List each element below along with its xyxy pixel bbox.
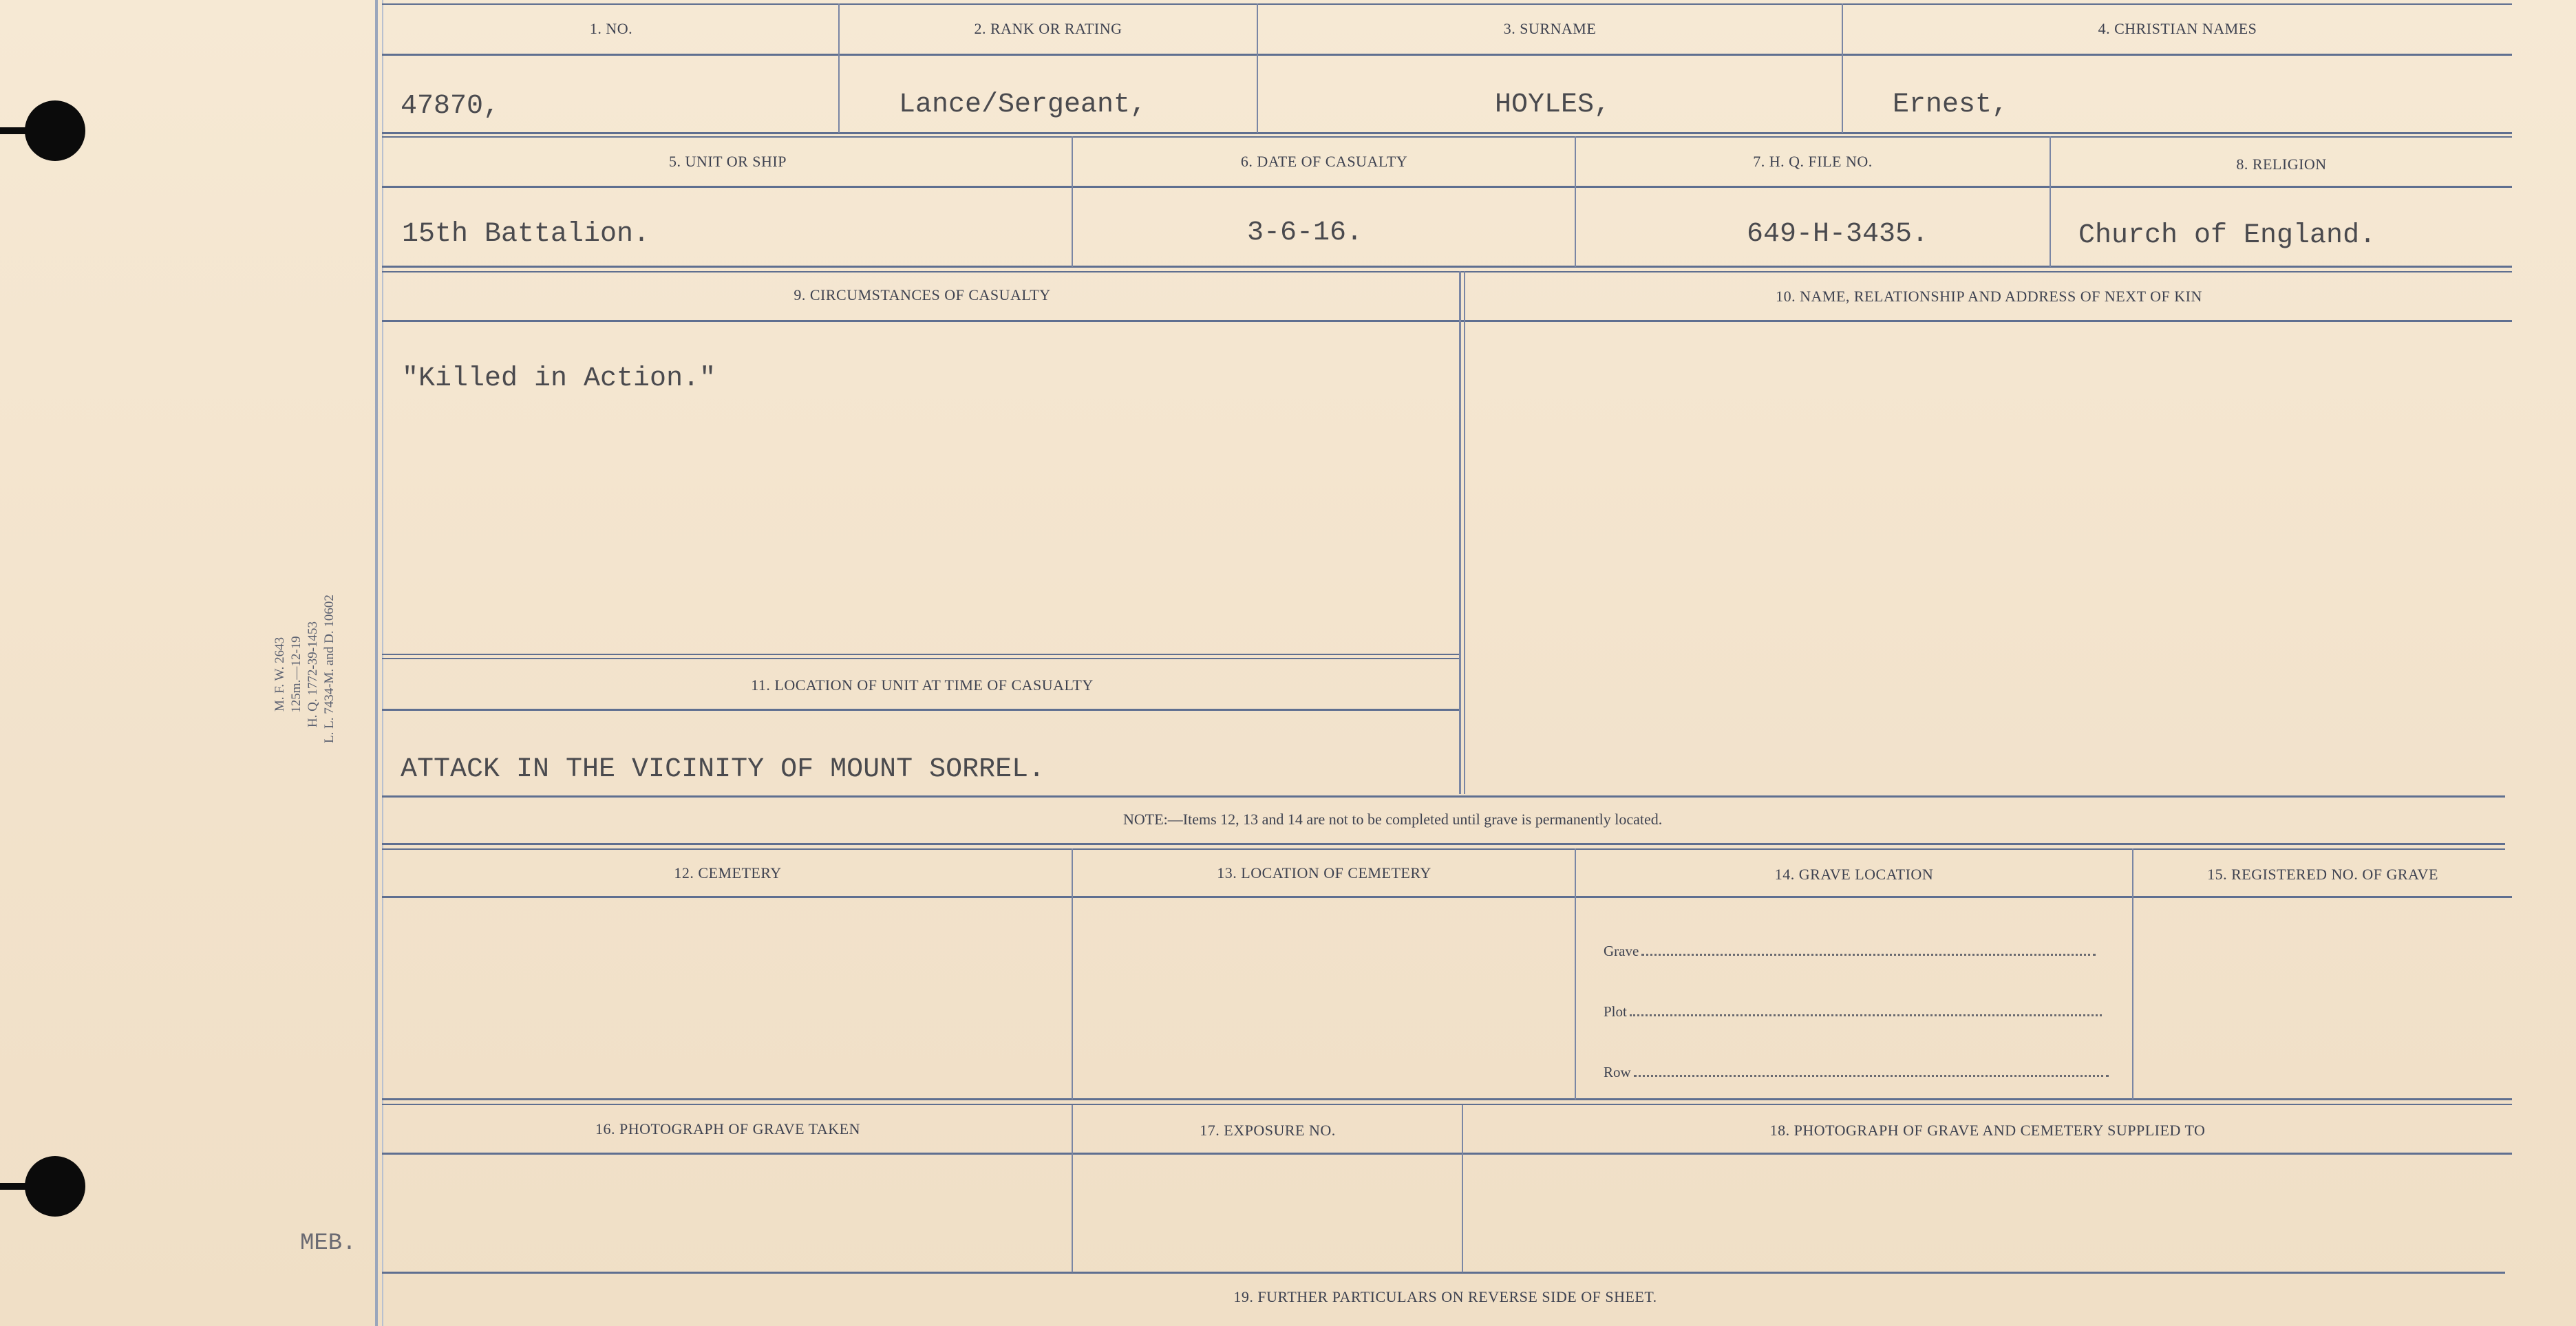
- field-value-hq-file-no: 649-H-3435.: [1747, 219, 1929, 250]
- field-label-exposure-no: 17. EXPOSURE NO.: [1200, 1122, 1336, 1139]
- field-label-further-particulars: 19. FURTHER PARTICULARS ON REVERSE SIDE OF SHEET.: [1233, 1288, 1657, 1305]
- field-label-religion: 8. RELIGION: [2236, 156, 2327, 173]
- field-label-cemetery: 12. CEMETERY: [674, 864, 782, 881]
- field-value-christian-names: Ernest,: [1893, 89, 2009, 120]
- form-code-line: L. L. 7434-M. and D. 10602: [322, 595, 337, 743]
- rule: [1464, 271, 1465, 794]
- rule: [382, 795, 2505, 798]
- rule: [382, 1272, 2505, 1274]
- field-label-circumstances: 9. CIRCUMSTANCES OF CASUALTY: [794, 286, 1051, 303]
- rule: [382, 1153, 2512, 1155]
- rule: [382, 1104, 2512, 1105]
- grave-line-label: Grave: [1604, 943, 1639, 959]
- rule: [382, 136, 2512, 138]
- punch-hole-top-stub: [0, 127, 34, 134]
- rule: [382, 848, 2505, 850]
- field-label-next-of-kin: 10. NAME, RELATIONSHIP AND ADDRESS OF NEXT OF KIN: [1776, 288, 2202, 305]
- plot-dotted-leader: [1630, 1014, 2102, 1016]
- field-label-date-of-casualty: 6. DATE OF CASUALTY: [1240, 153, 1408, 170]
- form-code-line: H. Q. 1772-39-1453: [306, 621, 320, 728]
- field-value-unit: 15th Battalion.: [402, 219, 650, 250]
- rule: [382, 266, 2512, 268]
- rule: [382, 54, 2512, 56]
- form-code: [272, 595, 416, 743]
- rule: [1072, 848, 1073, 1100]
- field-label-registered-no: 15. REGISTERED NO. OF GRAVE: [2207, 866, 2438, 883]
- rule: [382, 271, 2512, 272]
- field-value-no: 47870,: [401, 91, 500, 122]
- field-label-grave-location: 14. GRAVE LOCATION: [1774, 866, 1934, 883]
- field-label-hq-file-no: 7. H. Q. FILE NO.: [1753, 153, 1873, 170]
- field-label-photo-supplied: 18. PHOTOGRAPH OF GRAVE AND CEMETERY SUPPLIED TO: [1769, 1122, 2206, 1139]
- field-value-religion: Church of England.: [2078, 220, 2376, 251]
- rule: [1072, 1105, 1073, 1272]
- rule: [382, 709, 1459, 711]
- field-label-christian-names: 4. CHRISTIAN NAMES: [2098, 20, 2257, 37]
- field-label-no: 1. NO.: [589, 20, 633, 37]
- rule: [1072, 136, 1073, 267]
- grave-line: [1604, 943, 2096, 960]
- rule: [1575, 848, 1576, 1100]
- punch-hole-bottom-stub: [0, 1183, 34, 1190]
- field-value-surname: HOYLES,: [1495, 89, 1611, 120]
- field-label-photo-taken: 16. PHOTOGRAPH OF GRAVE TAKEN: [595, 1120, 860, 1137]
- field-value-date-of-casualty: 3-6-16.: [1247, 217, 1363, 248]
- row-dotted-leader: [1634, 1074, 2109, 1077]
- grave-note: NOTE:—Items 12, 13 and 14 are not to be completed until grave is permanently located.: [1123, 811, 1663, 828]
- field-label-unit: 5. UNIT OR SHIP: [669, 153, 787, 170]
- rule: [382, 132, 2512, 134]
- grave-dotted-leader: [1641, 953, 2096, 956]
- row-line-label: Row: [1604, 1064, 1631, 1080]
- field-label-rank: 2. RANK OR RATING: [974, 20, 1122, 37]
- form-code-line: M. F. W. 2643: [273, 637, 287, 712]
- rule: [2132, 848, 2133, 1100]
- rule: [382, 320, 2512, 322]
- field-value-location-of-unit: ATTACK IN THE VICINITY OF MOUNT SORREL.: [401, 754, 1045, 785]
- rule: [382, 654, 1459, 655]
- plot-line: [1604, 1003, 2102, 1020]
- clerk-initials: MEB.: [300, 1230, 356, 1257]
- rule: [382, 1098, 2512, 1100]
- field-value-rank: Lance/Sergeant,: [899, 89, 1147, 120]
- rule: [382, 896, 2512, 898]
- field-label-location-of-cemetery: 13. LOCATION OF CEMETERY: [1217, 864, 1431, 881]
- rule: [382, 658, 1459, 659]
- rule: [382, 843, 2505, 845]
- rule: [1459, 271, 1461, 794]
- rule: [382, 186, 2512, 188]
- rule: [382, 3, 2512, 5]
- field-value-circumstances: "Killed in Action.": [402, 363, 716, 394]
- plot-line-label: Plot: [1604, 1003, 1627, 1020]
- field-label-surname: 3. SURNAME: [1503, 20, 1597, 37]
- form-code-line: 125m.—12-19: [289, 636, 304, 713]
- field-label-location-of-unit: 11. LOCATION OF UNIT AT TIME OF CASUALTY: [751, 676, 1094, 694]
- row-line: [1604, 1064, 2109, 1081]
